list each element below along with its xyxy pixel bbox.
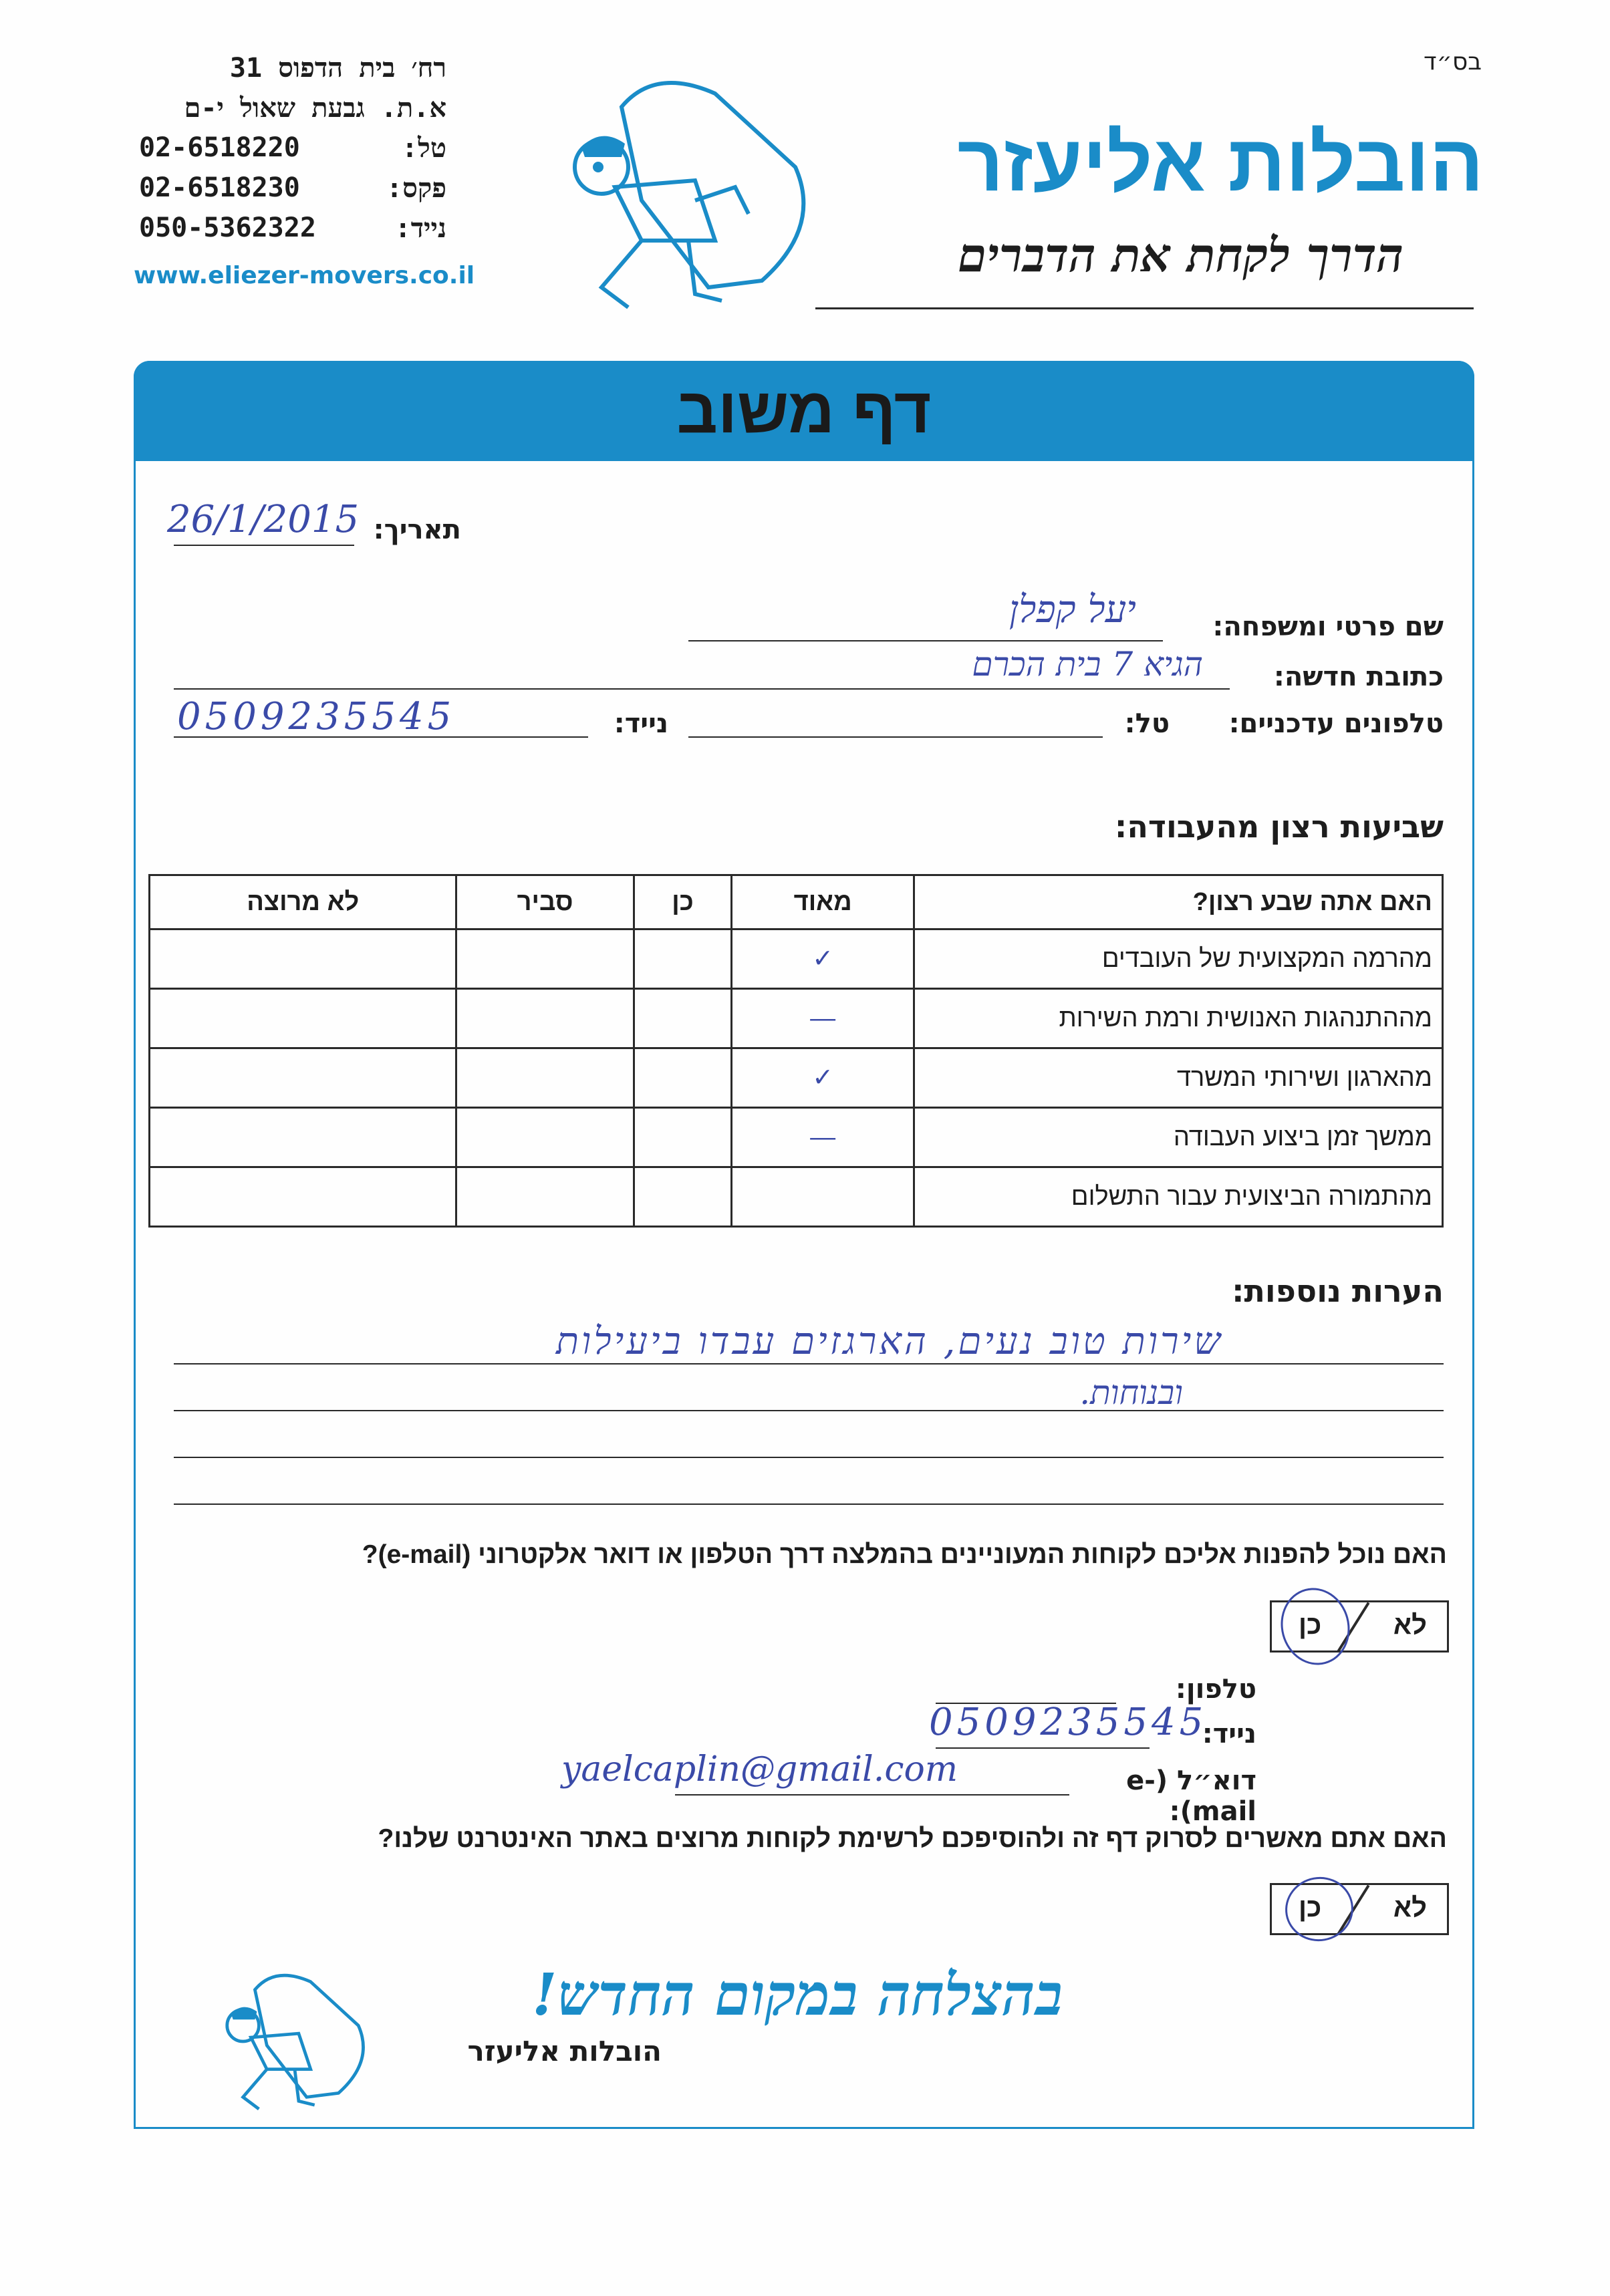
tel-label: טל: xyxy=(1124,708,1170,739)
referral-email-line xyxy=(675,1794,1069,1796)
checkbox-very[interactable]: — xyxy=(732,1108,914,1167)
address-line2: א.ת. גבעת שאול י-ם xyxy=(184,93,446,124)
row-question: מההתנהגות האנושית ורמת השירות xyxy=(914,989,1443,1048)
mover-mascot-icon xyxy=(541,67,822,321)
referral-choice-box xyxy=(1270,1600,1449,1653)
footer-wish: בהצלחה במקום החדש! xyxy=(531,1961,1063,2029)
checkbox-very[interactable]: — xyxy=(732,989,914,1048)
notes-line-3 xyxy=(174,1457,1444,1458)
date-line xyxy=(174,545,354,546)
checkbox-yes[interactable] xyxy=(634,1108,732,1167)
phone-row xyxy=(139,132,446,164)
col-unsatisfied: לא מרוצה xyxy=(150,875,456,929)
table-row xyxy=(150,1048,1443,1108)
address-line xyxy=(174,688,1230,690)
referral-email-label: דוא״ל (e-mail): xyxy=(1126,1765,1256,1827)
checkbox-very[interactable] xyxy=(732,1167,914,1227)
name-line xyxy=(688,640,1163,641)
row-question: מהרמה המקצועית של העובדים xyxy=(914,929,1443,989)
address-label: כתובת חדשה: xyxy=(1273,662,1444,692)
notes-text-2[interactable]: ובנוחות. xyxy=(1079,1373,1183,1412)
mobile-value: 050-5362322 xyxy=(139,212,316,243)
checkbox-yes[interactable] xyxy=(634,989,732,1048)
mobile-field-value[interactable]: 0509235545 xyxy=(177,695,456,738)
checkbox-fair[interactable] xyxy=(456,1048,634,1108)
checkbox-fair[interactable] xyxy=(456,929,634,989)
publish-no-option[interactable]: לא xyxy=(1393,1893,1427,1922)
table-row xyxy=(150,929,1443,989)
name-value[interactable]: יעל קפלן xyxy=(1009,588,1136,631)
notes-text-1[interactable]: שירות טוב נעים, הארגזים עבדו ביעילות xyxy=(555,1320,1223,1363)
referral-yes-option[interactable]: כן xyxy=(1299,1610,1322,1640)
table-row xyxy=(150,1167,1443,1227)
notes-line-4 xyxy=(174,1503,1444,1505)
fax-label: פקס: xyxy=(386,173,446,204)
row-question: מהתמורה הביצועית עבור התשלום xyxy=(914,1167,1443,1227)
checkbox-fair[interactable] xyxy=(456,1108,634,1167)
address-value[interactable]: הגיא 7 בית הכרם xyxy=(972,645,1203,684)
company-slogan: הדרך לקחת את הדברים xyxy=(957,227,1403,283)
notes-line-2 xyxy=(174,1410,1444,1411)
publish-yes-option[interactable]: כן xyxy=(1299,1893,1322,1922)
mobile-row xyxy=(139,212,446,244)
address-line1: רח׳ בית הדפוס 31 xyxy=(229,53,446,84)
checkbox-very[interactable]: ✓ xyxy=(732,929,914,989)
referral-question: האם נוכל להפנות אליכם לקוחות המעוניינים בהמלצה דרך הטלפון או דואר אלקטרוני (e-mail)? xyxy=(362,1540,1447,1569)
checkbox-unsatisfied[interactable] xyxy=(150,1167,456,1227)
referral-mobile-label: נייד: xyxy=(1202,1719,1256,1749)
checkbox-unsatisfied[interactable] xyxy=(150,989,456,1048)
referral-mobile-value[interactable]: 0509235545 xyxy=(929,1701,1208,1744)
table-header-row xyxy=(150,875,1443,929)
website-link[interactable]: www.eliezer-movers.co.il xyxy=(134,262,475,289)
col-very: מאוד xyxy=(732,875,914,929)
header-divider xyxy=(815,307,1474,309)
col-fair: סביר xyxy=(456,875,634,929)
checkbox-yes[interactable] xyxy=(634,1048,732,1108)
row-question: ממשך זמן ביצוע העבודה xyxy=(914,1108,1443,1167)
name-label: שם פרטי ומשפחה: xyxy=(1212,611,1444,642)
referral-email-value[interactable]: yaelcaplin@gmail.com xyxy=(561,1749,958,1789)
form-title: דף משוב xyxy=(676,375,932,446)
satisfaction-table xyxy=(148,874,1444,1228)
notes-line-1 xyxy=(174,1363,1444,1365)
checkbox-fair[interactable] xyxy=(456,989,634,1048)
satisfaction-heading: שביעות רצון מהעבודה: xyxy=(1114,809,1444,845)
referral-mobile-line xyxy=(936,1747,1150,1749)
checkbox-yes[interactable] xyxy=(634,1167,732,1227)
table-row xyxy=(150,1108,1443,1167)
phone-label: טל: xyxy=(402,133,446,164)
fax-row xyxy=(139,172,446,204)
checkbox-yes[interactable] xyxy=(634,929,732,989)
table-row xyxy=(150,989,1443,1048)
checkbox-very[interactable]: ✓ xyxy=(732,1048,914,1108)
phones-label: טלפונים עדכניים: xyxy=(1228,708,1444,739)
fax-value: 02-6518230 xyxy=(139,172,300,203)
date-value[interactable]: 26/1/2015 xyxy=(167,498,360,541)
row-question: מהארגון ושירותי המשרד xyxy=(914,1048,1443,1108)
notes-heading: הערות נוספות: xyxy=(1232,1273,1444,1309)
company-name: הובלות אליעזר xyxy=(957,118,1484,208)
bsd-mark: בס״ד xyxy=(1424,48,1482,76)
mover-mascot-small-icon xyxy=(207,1965,374,2118)
footer-company: הובלות אליעזר xyxy=(467,2035,662,2067)
checkbox-unsatisfied[interactable] xyxy=(150,1048,456,1108)
mobile-field-label: נייד: xyxy=(614,708,668,739)
col-question: האם אתה שבע רצון? xyxy=(914,875,1443,929)
publish-question: האם אתם מאשרים לסרוק דף זה ולהוסיפכם לרשימת לקוחות מרוצים באתר האינטרנט שלנו? xyxy=(378,1824,1447,1853)
col-yes: כן xyxy=(634,875,732,929)
phone-value: 02-6518220 xyxy=(139,132,300,163)
checkbox-unsatisfied[interactable] xyxy=(150,929,456,989)
referral-no-option[interactable]: לא xyxy=(1393,1610,1427,1640)
checkbox-unsatisfied[interactable] xyxy=(150,1108,456,1167)
referral-phone-label: טלפון: xyxy=(1175,1674,1256,1705)
mobile-label: נייד: xyxy=(394,213,446,244)
publish-choice-box xyxy=(1270,1883,1449,1935)
checkbox-fair[interactable] xyxy=(456,1167,634,1227)
date-label: תאריך: xyxy=(373,515,461,545)
tel-line xyxy=(688,736,1103,738)
